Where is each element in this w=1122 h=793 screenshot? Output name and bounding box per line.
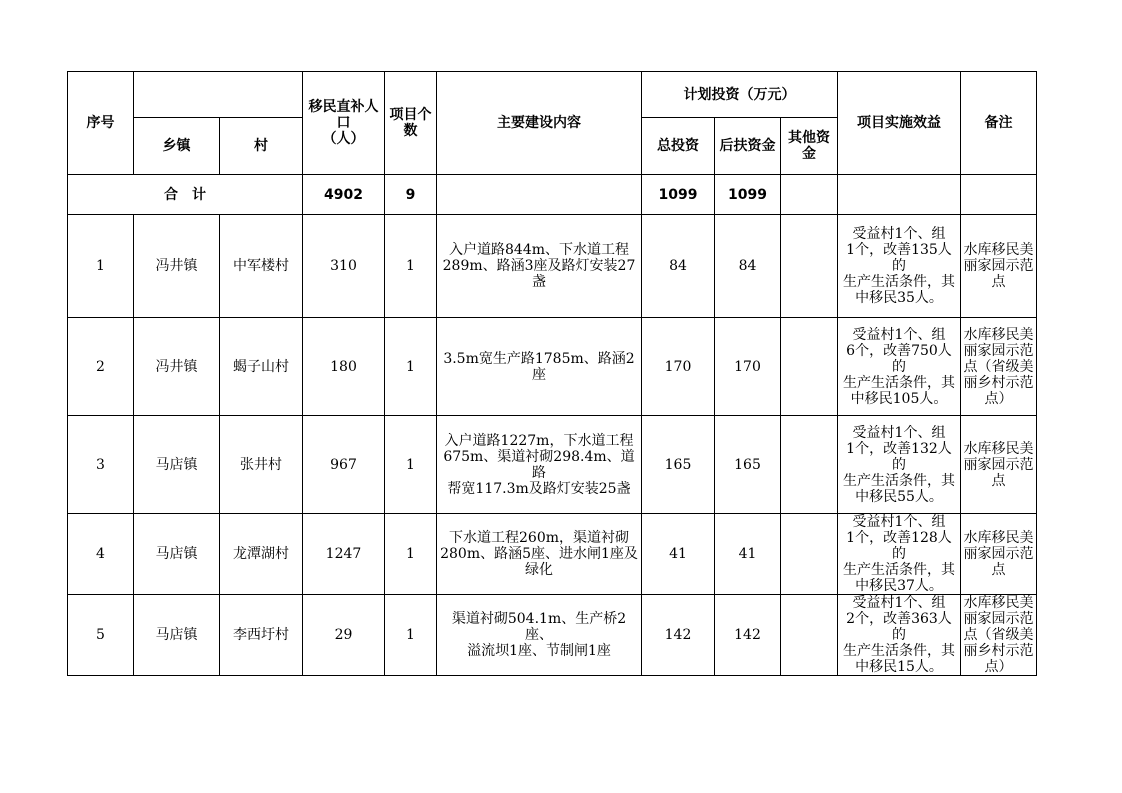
total-label: 合 计 xyxy=(68,175,303,215)
table-row xyxy=(68,416,1037,514)
table-row xyxy=(68,215,1037,318)
row-seq: 1 xyxy=(68,215,134,318)
row-other-fund xyxy=(781,514,838,595)
row-population: 180 xyxy=(303,318,385,416)
row-other-fund xyxy=(781,215,838,318)
header-support-fund: 后扶资金 xyxy=(715,118,781,175)
row-town: 冯井镇 xyxy=(134,318,220,416)
header-content: 主要建设内容 xyxy=(437,72,642,175)
row-town: 马店镇 xyxy=(134,416,220,514)
header-other-fund: 其他资 金 xyxy=(781,118,838,175)
total-support-fund: 1099 xyxy=(715,175,781,215)
row-seq: 3 xyxy=(68,416,134,514)
header-benefit: 项目实施效益 xyxy=(838,72,961,175)
header-planned-investment: 计划投资（万元） xyxy=(642,72,838,118)
row-total-investment: 84 xyxy=(642,215,715,318)
row-remarks: 水库移民美 丽家园示范 点 xyxy=(961,416,1037,514)
table-row xyxy=(68,318,1037,416)
total-remarks xyxy=(961,175,1037,215)
row-content: 下水道工程260m，渠道衬砌 280m、路涵5座、进水闸1座及 绿化 xyxy=(437,514,642,595)
row-seq: 5 xyxy=(68,595,134,676)
row-support-fund: 165 xyxy=(715,416,781,514)
row-village: 张井村 xyxy=(220,416,303,514)
row-population: 310 xyxy=(303,215,385,318)
total-other-fund xyxy=(781,175,838,215)
row-other-fund xyxy=(781,318,838,416)
row-content: 3.5m宽生产路1785m、路涵2座 xyxy=(437,318,642,416)
row-project-count: 1 xyxy=(385,318,437,416)
row-remarks: 水库移民美 丽家园示范 点（省级美 丽乡村示范 点） xyxy=(961,318,1037,416)
row-project-count: 1 xyxy=(385,514,437,595)
row-town: 冯井镇 xyxy=(134,215,220,318)
row-population: 1247 xyxy=(303,514,385,595)
header-row-1 xyxy=(68,72,1037,118)
row-remarks: 水库移民美 丽家园示范 点 xyxy=(961,215,1037,318)
row-support-fund: 84 xyxy=(715,215,781,318)
header-seq: 序号 xyxy=(68,72,134,175)
row-seq: 4 xyxy=(68,514,134,595)
row-population: 967 xyxy=(303,416,385,514)
row-other-fund xyxy=(781,416,838,514)
row-project-count: 1 xyxy=(385,595,437,676)
row-remarks: 水库移民美 丽家园示范 点（省级美 丽乡村示范 点） xyxy=(961,595,1037,676)
row-benefit: 受益村1个、组 2个，改善363人的 生产生活条件，其 中移民15人。 xyxy=(838,595,961,676)
table-row xyxy=(68,595,1037,676)
row-village: 龙潭湖村 xyxy=(220,514,303,595)
total-benefit xyxy=(838,175,961,215)
row-project-count: 1 xyxy=(385,416,437,514)
row-town: 马店镇 xyxy=(134,514,220,595)
header-remarks: 备注 xyxy=(961,72,1037,175)
row-total-investment: 142 xyxy=(642,595,715,676)
row-benefit: 受益村1个、组 1个，改善135人的 生产生活条件，其 中移民35人。 xyxy=(838,215,961,318)
row-content: 渠道衬砌504.1m、生产桥2座、 溢流坝1座、节制闸1座 xyxy=(437,595,642,676)
row-content: 入户道路844m、下水道工程 289m、路涵3座及路灯安装27盏 xyxy=(437,215,642,318)
header-village: 村 xyxy=(220,118,303,175)
row-town: 马店镇 xyxy=(134,595,220,676)
header-project-count: 项目个 数 xyxy=(385,72,437,175)
row-village: 中军楼村 xyxy=(220,215,303,318)
total-content xyxy=(437,175,642,215)
total-project-count: 9 xyxy=(385,175,437,215)
project-table xyxy=(67,71,1037,676)
row-population: 29 xyxy=(303,595,385,676)
row-support-fund: 142 xyxy=(715,595,781,676)
row-support-fund: 170 xyxy=(715,318,781,416)
total-row xyxy=(68,175,1037,215)
row-village: 李西圩村 xyxy=(220,595,303,676)
row-support-fund: 41 xyxy=(715,514,781,595)
row-total-investment: 165 xyxy=(642,416,715,514)
row-project-count: 1 xyxy=(385,215,437,318)
row-content: 入户道路1227m，下水道工程 675m、渠道衬砌298.4m、道路 帮宽117.3m及路灯安装25盏 xyxy=(437,416,642,514)
total-investment: 1099 xyxy=(642,175,715,215)
row-other-fund xyxy=(781,595,838,676)
table-row xyxy=(68,514,1037,595)
header-location-group xyxy=(134,72,303,118)
header-town: 乡镇 xyxy=(134,118,220,175)
row-benefit: 受益村1个、组 6个，改善750人的 生产生活条件，其 中移民105人。 xyxy=(838,318,961,416)
total-population: 4902 xyxy=(303,175,385,215)
row-total-investment: 41 xyxy=(642,514,715,595)
row-benefit: 受益村1个、组 1个，改善128人的 生产生活条件，其 中移民37人。 xyxy=(838,514,961,595)
row-seq: 2 xyxy=(68,318,134,416)
row-remarks: 水库移民美 丽家园示范 点 xyxy=(961,514,1037,595)
row-benefit: 受益村1个、组 1个，改善132人的 生产生活条件，其 中移民55人。 xyxy=(838,416,961,514)
row-total-investment: 170 xyxy=(642,318,715,416)
header-population: 移民直补人 口 （人） xyxy=(303,72,385,175)
header-total-investment: 总投资 xyxy=(642,118,715,175)
row-village: 蝎子山村 xyxy=(220,318,303,416)
